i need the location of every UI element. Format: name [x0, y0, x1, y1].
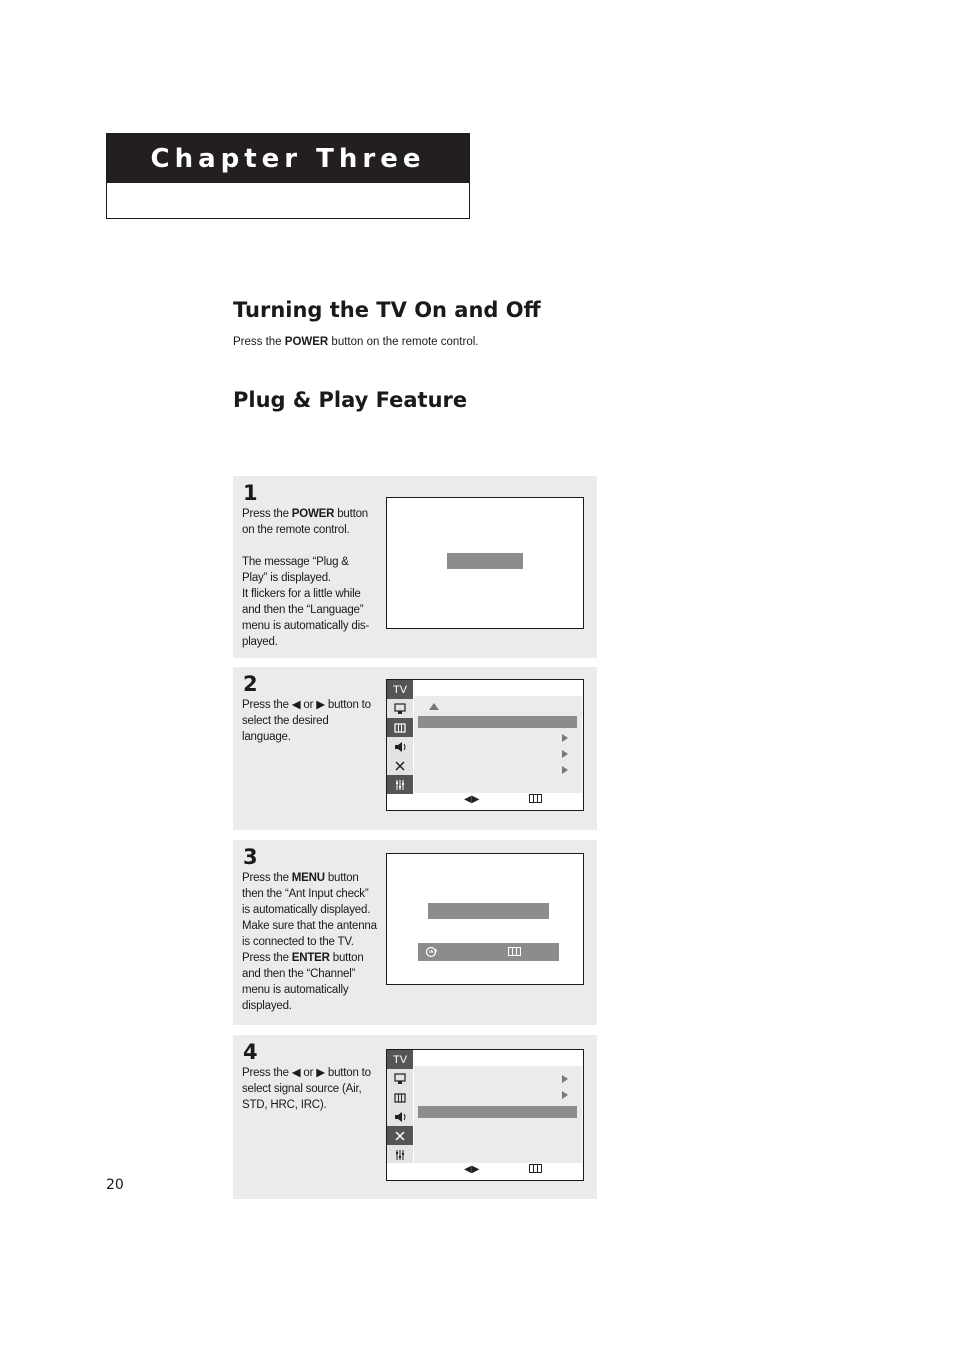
step-text-line: and then the “Language”	[242, 604, 364, 616]
step-number: 4	[243, 1040, 258, 1064]
ant-input-check-bar	[428, 903, 549, 919]
menu-sidebar	[387, 680, 413, 793]
tv-screen	[386, 853, 584, 985]
menu-body	[414, 1066, 582, 1163]
setup-grid-icon	[387, 1088, 413, 1107]
arrow-right-icon	[562, 766, 568, 774]
sound-icon	[387, 737, 413, 756]
step-1-panel	[233, 476, 597, 658]
menu-body	[414, 696, 582, 793]
setup-grid-icon	[387, 718, 413, 737]
section-heading-plug-play: Plug & Play Feature	[233, 388, 468, 412]
tv-label: TV	[387, 680, 413, 699]
step-text-line: Make sure that the antenna	[242, 920, 377, 932]
chapter-header	[106, 133, 470, 219]
step-text-line: is automatically displayed.	[242, 904, 371, 916]
channel-icon	[387, 756, 413, 775]
step-text-line: played.	[242, 636, 278, 648]
step-text-line: Press the ENTER button	[242, 952, 364, 964]
step-text-line: select signal source (Air,	[242, 1083, 362, 1095]
arrow-right-icon	[562, 1075, 568, 1083]
step-3-text	[242, 870, 382, 1014]
arrow-right-icon	[562, 750, 568, 758]
arrow-right-icon	[562, 1091, 568, 1099]
arrow-right-icon	[562, 734, 568, 742]
ant-input-button-bar	[418, 943, 559, 961]
step-text-line: select the desired	[242, 715, 329, 727]
plug-play-message-bar	[447, 553, 523, 569]
section-power-text: Press the POWER button on the remote control.	[233, 336, 479, 348]
tv-label: TV	[387, 1050, 413, 1069]
step-text-line: displayed.	[242, 1000, 292, 1012]
move-arrows-icon: ◀▶	[464, 1164, 480, 1175]
step-number: 3	[243, 845, 258, 869]
step-text-line: The message “Plug &	[242, 556, 349, 568]
step-text-line: It flickers for a little while	[242, 588, 361, 600]
step-text-line: language.	[242, 731, 291, 743]
move-arrows-icon: ◀▶	[464, 794, 480, 805]
channel-icon	[387, 1126, 413, 1145]
setup-icon	[387, 775, 413, 794]
setup-icon	[387, 1145, 413, 1164]
step-text-line: is connected to the TV.	[242, 936, 354, 948]
selected-signal-source-bar	[418, 1106, 577, 1118]
step-4-text	[242, 1065, 382, 1113]
tv-menu-screen	[386, 679, 584, 811]
step-1-text	[242, 506, 382, 650]
step-text-line: menu is automatically	[242, 984, 349, 996]
step-text-line: Press the POWER button	[242, 508, 369, 520]
scroll-up-icon	[429, 703, 439, 710]
menu-sidebar	[387, 1050, 413, 1163]
step-text-line: on the remote control.	[242, 524, 350, 536]
step-text-line: Press the ◀ or ▶ button to	[242, 699, 371, 711]
step-3-panel	[233, 840, 597, 1025]
step-text-line: then the “Ant Input check”	[242, 888, 369, 900]
sound-icon	[387, 1107, 413, 1126]
section-heading-power: Turning the TV On and Off	[233, 298, 541, 322]
tv-menu-screen	[386, 1049, 584, 1181]
page-number: 20	[106, 1177, 124, 1193]
step-2-text	[242, 697, 382, 745]
picture-icon	[387, 699, 413, 718]
step-text-line	[242, 538, 382, 554]
step-text-line: Play” is displayed.	[242, 572, 331, 584]
step-text-line: menu is automatically dis-	[242, 620, 370, 632]
step-number: 1	[243, 481, 258, 505]
step-text-line: Press the ◀ or ▶ button to	[242, 1067, 371, 1079]
menu-icon	[529, 794, 542, 806]
picture-icon	[387, 1069, 413, 1088]
step-text-line: STD, HRC, IRC).	[242, 1099, 327, 1111]
selected-language-bar	[418, 716, 577, 728]
menu-icon	[529, 1164, 542, 1176]
enter-icon	[425, 946, 439, 958]
tv-screen	[386, 497, 584, 629]
step-number: 2	[243, 672, 258, 696]
step-text-line: Press the MENU button	[242, 872, 359, 884]
step-text-line: and then the “Channel”	[242, 968, 356, 980]
step-2-panel	[233, 667, 597, 830]
chapter-title: Chapter Three	[107, 134, 469, 183]
menu-icon	[508, 947, 521, 956]
step-4-panel	[233, 1035, 597, 1199]
